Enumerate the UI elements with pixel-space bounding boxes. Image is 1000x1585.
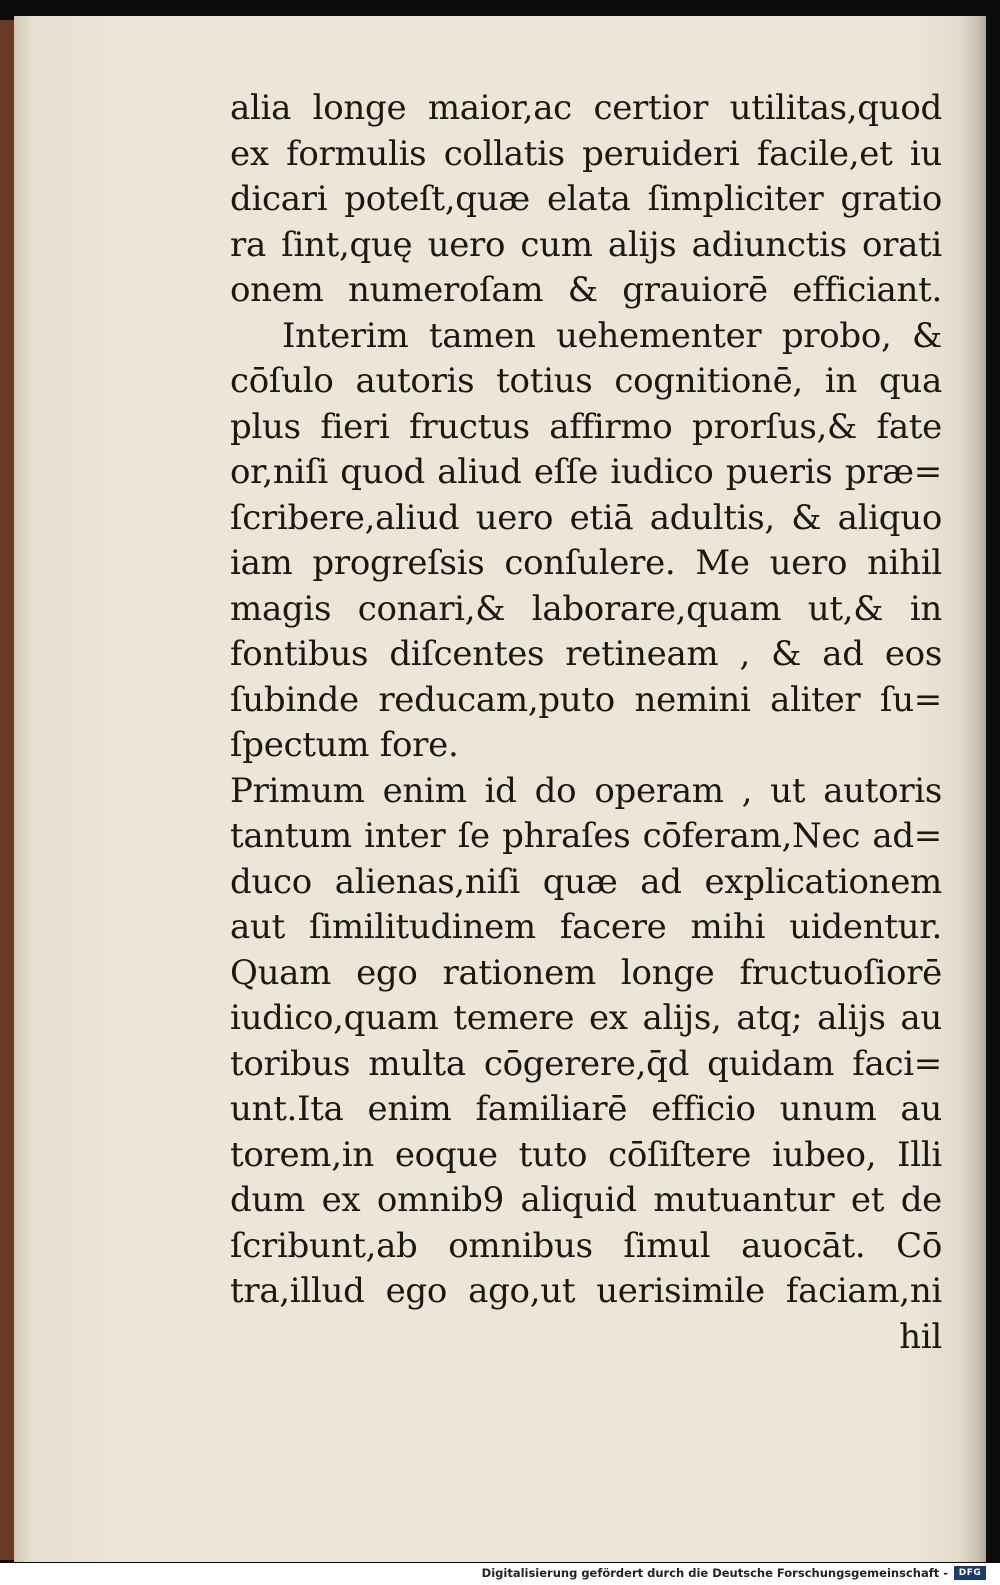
text-line-9: or,niſi quod aliud eſſe iudico pueris præ= — [230, 452, 942, 492]
text-line-4: ra ſint,quę uero cum alijs adiunctis orati — [230, 224, 942, 265]
text-line-15: ſpectum fore. — [230, 725, 459, 765]
text-line-8: plus fieri fructus affirmo prorſus,& fate — [230, 406, 942, 447]
text-line-21: iudico,quam temere ex alijs, atq; alijs au — [230, 998, 942, 1038]
dfg-logo-icon: DFG — [954, 1566, 986, 1580]
text-line-26: ſcribunt,ab omnibus ſimul auocāt. Cō — [230, 1225, 942, 1266]
text-line-20: Quam ego rationem longe fructuoſiorē — [230, 952, 942, 993]
text-line-17: tantum inter ſe phraſes cōferam,Nec ad= — [230, 816, 942, 856]
text-line-22: toribus multa cōgerere,q̄d quidam faci= — [230, 1043, 942, 1084]
text-line-27: tra,illud ego ago,ut uerisimile faciam,ni — [230, 1271, 942, 1311]
text-line-3: dicari poteſt,quæ elata ſimpliciter gratio — [230, 179, 942, 219]
text-line-24: torem,in eoque tuto cōſiſtere iubeo, Illi — [230, 1134, 942, 1175]
funding-notice: Digitalisierung gefördert durch die Deutsche Forschungsgemeinschaft - — [481, 1566, 948, 1580]
text-line-14: ſubinde reducam,puto nemini aliter ſu= — [230, 679, 942, 720]
text-line-18: duco alienas,niſi quæ ad explicationem — [230, 861, 942, 902]
text-line-1: alia longe maior,ac certior utilitas,quod — [230, 88, 942, 128]
text-line-23: unt.Ita enim familiarē efficio unum au — [230, 1089, 942, 1129]
page-text-block — [230, 86, 942, 1360]
book-cover-edge — [0, 20, 14, 1560]
text-line-13: fontibus diſcentes retineam , & ad eos — [230, 634, 942, 674]
catchword: hil — [899, 1316, 942, 1357]
text-line-25: dum ex omnib9 aliquid mutuantur et de — [230, 1180, 942, 1220]
page-edge-shadow — [960, 16, 986, 1562]
text-line-6: Interim tamen uehementer probo, & — [282, 315, 942, 356]
text-line-5: onem numeroſam & grauiorē efficiant. — [230, 270, 942, 310]
text-line-16: Primum enim id do operam , ut autoris — [230, 770, 942, 811]
text-line-11: iam progreſsis conſulere. Me uero nihil — [230, 543, 942, 583]
text-line-7: cōſulo autoris totius cognitionē, in qua — [230, 361, 942, 401]
text-line-12: magis conari,& laborare,quam ut,& in — [230, 588, 942, 629]
text-line-2: ex formulis collatis peruideri facile,et iu — [230, 133, 942, 174]
text-line-19: aut ſimilitudinem facere mihi uidentur. — [230, 907, 942, 947]
text-line-10: ſcribere,aliud uero etiā adultis, & aliquo — [230, 497, 942, 538]
